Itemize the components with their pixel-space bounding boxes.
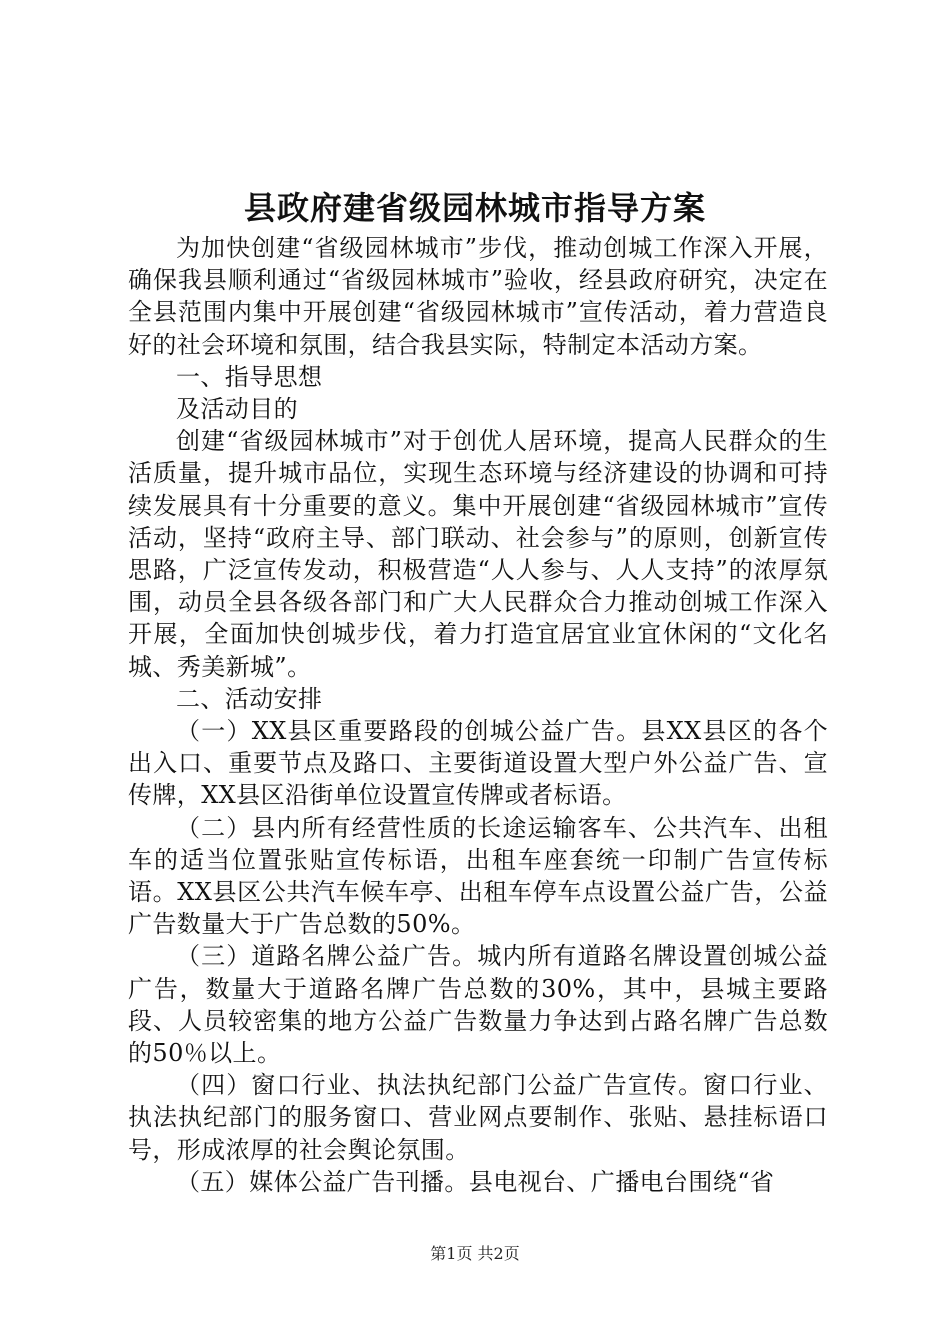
heading-activity-arrangement: 二、活动安排: [176, 684, 323, 713]
paragraph-purpose: 创建“省级园林城市”对于创优人居环境，提高人民群众的生活质量，提升城市品位，实现生态环境与经济建设的协调和可持续发展具有十分重要的意义。集中开展创建“省级园林城市”宣传活动，坚持“政府主导、部门联动、社会参与”的原则，创新宣传思路，广泛宣传发动，积极营造“人人参与、人人支持”的浓厚氛围，动员全县各级各部门和广大人民群众合力推动创城工作深入开展，全面加快创城步伐，着力打造宜居宜业宜休闲的“文化名城、秀美新城”。: [128, 427, 828, 681]
heading-activity-purpose: 及活动目的: [176, 395, 298, 424]
paragraph-item-5: （五）媒体公益广告刊播。县电视台、广播电台围绕“省: [176, 1167, 775, 1196]
heading-guiding-thought: 一、指导思想: [176, 362, 323, 391]
paragraph-intro: 为加快创建“省级园林城市”步伐，推动创城工作深入开展，确保我县顺利通过“省级园林城市”验收，经县政府研究，决定在全县范围内集中开展创建“省级园林城市”宣传活动，着力营造良好的社会环境和氛围，结合我县实际，特制定本活动方案。: [128, 234, 828, 359]
page-number: 第1页 共2页: [430, 1244, 520, 1263]
paragraph-item-1: （一）XX县区重要路段的创城公益广告。县XX县区的各个出入口、重要节点及路口、主要街道设置大型户外公益广告、宣传牌，XX县区沿街单位设置宣传牌或者标语。: [128, 717, 828, 810]
document-title: 县政府建省级园林城市指导方案: [243, 189, 706, 227]
paragraph-item-3: （三）道路名牌公益广告。城内所有道路名牌设置创城公益广告，数量大于道路名牌广告总数的30%，其中，县城主要路段、人员较密集的地方公益广告数量力争达到占路名牌广告总数的50％以上。: [128, 942, 828, 1068]
document-body: [128, 232, 828, 1198]
paragraph-item-4: （四）窗口行业、执法执纪部门公益广告宣传。窗口行业、执法执纪部门的服务窗口、营业网点要制作、张贴、悬挂标语口号，形成浓厚的社会舆论氛围。: [128, 1071, 828, 1164]
paragraph-item-2: （二）县内所有经营性质的长途运输客车、公共汽车、出租车的适当位置张贴宣传标语，出租车座套统一印制广告宣传标语。XX县区公共汽车候车亭、出租车停车点设置公益广告，公益广告数量大于广告总数的50%。: [128, 813, 828, 939]
